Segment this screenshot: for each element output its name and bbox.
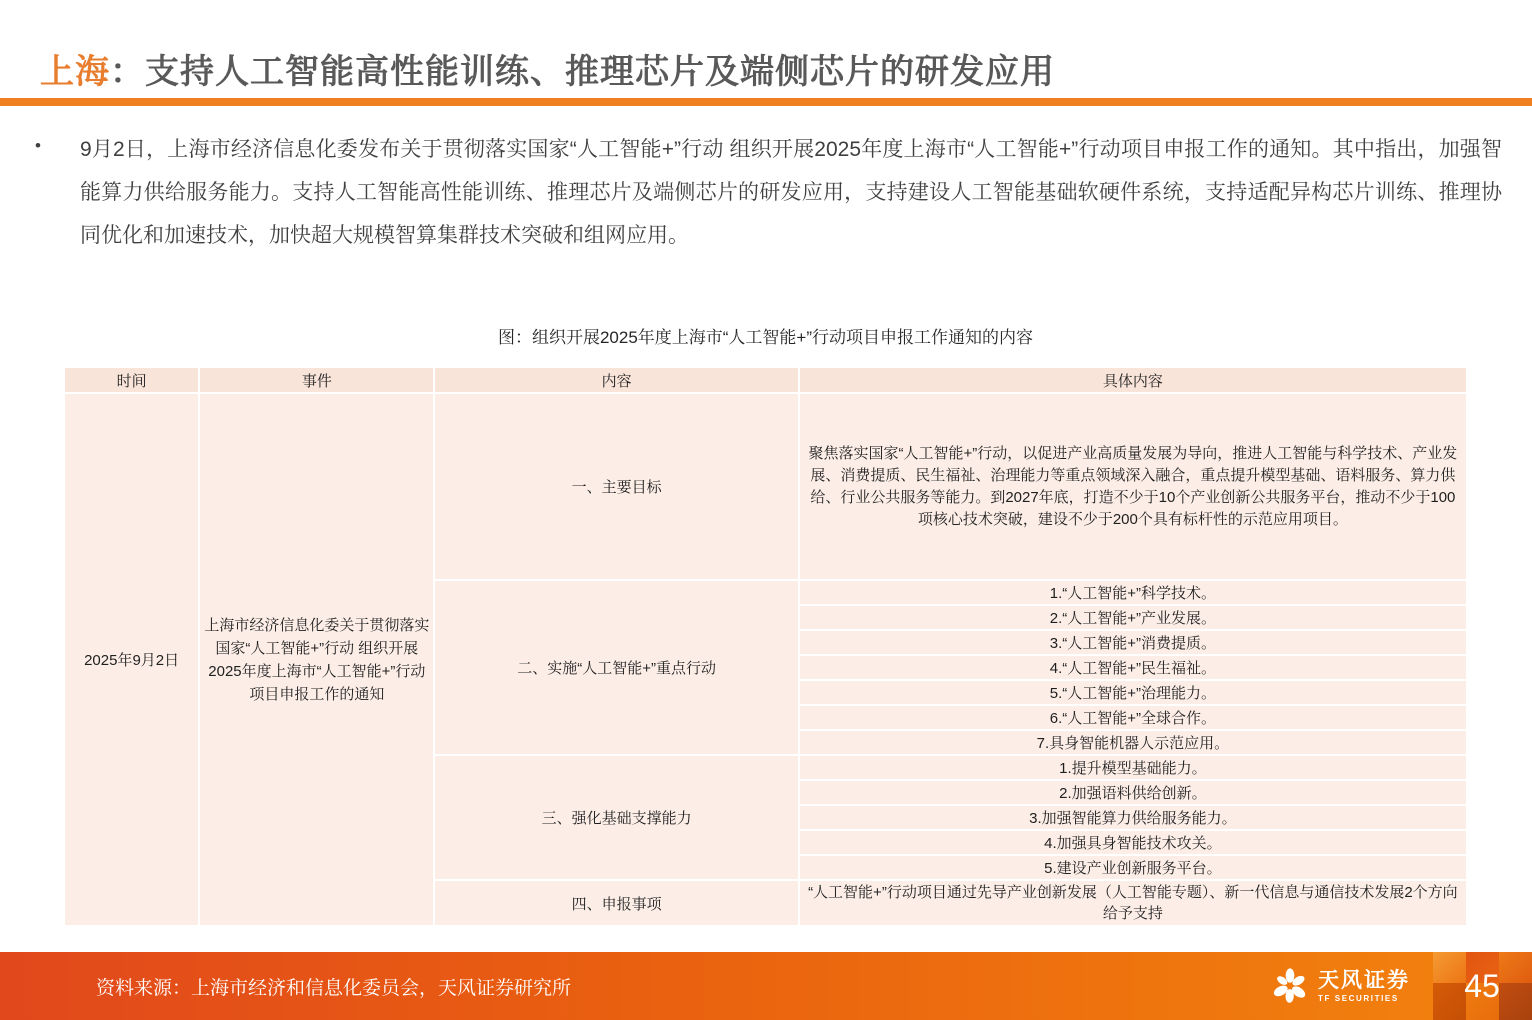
cell-section-1: 一、主要目标 — [435, 394, 797, 579]
cell-detail-3-5: 5.建设产业创新服务平台。 — [800, 856, 1466, 879]
cell-detail-2-3: 3.“人工智能+”消费提质。 — [800, 631, 1466, 654]
cell-detail-2-1: 1.“人工智能+”科学技术。 — [800, 581, 1466, 604]
summary-text: 9月2日，上海市经济信息化委发布关于贯彻落实国家“人工智能+”行动 组织开展2025年度上海市“人工智能+”行动项目申报工作的通知。其中指出，加强智能算力供给服务能力。支持人工智能高性能训练、推理芯片及端侧芯片的研发应用，支持建设人工智能基础软硬件系统，支持适配异构芯片训练、推理协同优化和加速技术，加快超大规模智算集群技术突破和组网应用。 — [80, 138, 1502, 247]
header-content: 内容 — [435, 368, 797, 392]
cell-detail-3-4: 4.加强具身智能技术攻关。 — [800, 831, 1466, 854]
cell-detail-3-1: 1.提升模型基础能力。 — [800, 756, 1466, 779]
brand-name-cn: 天风证券 — [1318, 968, 1410, 992]
source-note: 资料来源：上海市经济和信息化委员会，天风证券研究所 — [96, 977, 572, 999]
page-title — [40, 44, 1492, 93]
notice-table-container — [63, 366, 1468, 927]
header-detail: 具体内容 — [800, 368, 1466, 392]
cell-section-4: 四、申报事项 — [435, 881, 797, 925]
cell-detail-2-7: 7.具身智能机器人示范应用。 — [800, 731, 1466, 754]
footer-bar — [0, 952, 1532, 1020]
summary-bullet — [33, 128, 1502, 257]
title-divider — [0, 98, 1532, 106]
cell-event: 上海市经济信息化委关于贯彻落实国家“人工智能+”行动 组织开展2025年度上海市“人工智能+”行动项目申报工作的通知 — [200, 394, 433, 925]
page-title-highlight: 上海 — [40, 53, 110, 91]
brand-logo — [1271, 952, 1410, 1020]
cell-detail-3-3: 3.加强智能算力供给服务能力。 — [800, 806, 1466, 829]
table-caption: 图：组织开展2025年度上海市“人工智能+”行动项目申报工作通知的内容 — [497, 328, 1034, 347]
brand-name-en: TF SECURITIES — [1318, 993, 1399, 1003]
cell-section-3: 三、强化基础支撑能力 — [435, 756, 797, 879]
cell-detail-2-6: 6.“人工智能+”全球合作。 — [800, 706, 1466, 729]
cell-detail-3-2: 2.加强语料供给创新。 — [800, 781, 1466, 804]
cell-detail-2-5: 5.“人工智能+”治理能力。 — [800, 681, 1466, 704]
notice-table — [63, 366, 1468, 927]
cell-detail-4: “人工智能+”行动项目通过先导产业创新发展（人工智能专题）、新一代信息与通信技术发展2个方向给予支持 — [800, 881, 1466, 925]
header-time: 时间 — [65, 368, 198, 392]
tf-flower-icon — [1271, 967, 1309, 1005]
cell-section-2: 二、实施“人工智能+”重点行动 — [435, 581, 797, 754]
brand-text — [1318, 970, 1410, 1003]
bullet-marker: • — [35, 136, 41, 155]
cell-detail-2-4: 4.“人工智能+”民生福祉。 — [800, 656, 1466, 679]
page-number: 45 — [1464, 967, 1500, 1004]
table-header-row — [65, 368, 1466, 392]
table-row — [65, 394, 1466, 579]
cell-detail-1: 聚焦落实国家“人工智能+”行动，以促进产业高质量发展为导向，推进人工智能与科学技术、产业发展、消费提质、民生福祉、治理能力等重点领域深入融合，重点提升模型基础、语料服务、算力供给、行业公共服务等能力。到2027年底，打造不少于10个产业创新公共服务平台，推动不少于100项核心技术突破，建设不少于200个具有标杆性的示范应用项目。 — [800, 394, 1466, 579]
page-title-rest: ：支持人工智能高性能训练、推理芯片及端侧芯片的研发应用 — [110, 53, 1055, 91]
header-event: 事件 — [200, 368, 433, 392]
cell-detail-2-2: 2.“人工智能+”产业发展。 — [800, 606, 1466, 629]
cell-time: 2025年9月2日 — [65, 394, 198, 925]
